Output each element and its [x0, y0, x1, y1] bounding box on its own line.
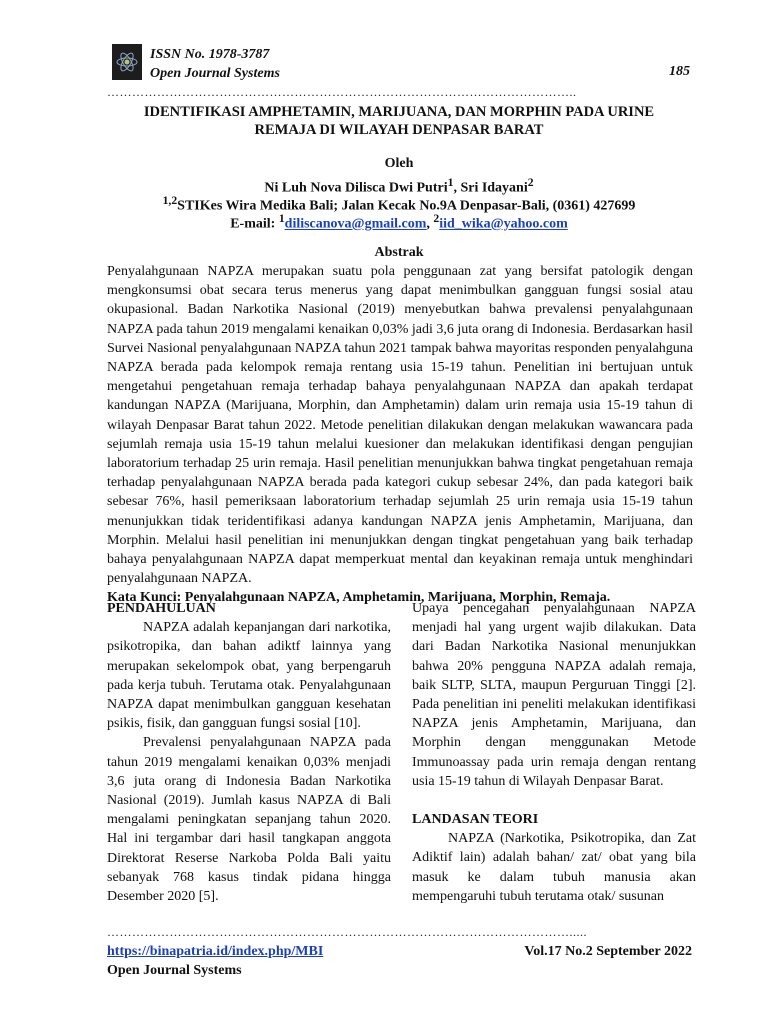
- email-2-sup: 2: [433, 212, 440, 225]
- author-1-sup: 1: [447, 176, 454, 189]
- email-1-sup: 1: [278, 212, 285, 225]
- title-line-1: IDENTIFIKASI AMPHETAMIN, MARIJUANA, DAN MORPHIN PADA URINE: [143, 104, 655, 120]
- author-2-sup: 2: [527, 176, 534, 189]
- title-line-2: REMAJA DI WILAYAH DENPASAR BARAT: [254, 122, 544, 138]
- left-paragraph-1: NAPZA adalah kepanjangan dari narkotika, psikotropika, dan bahan adiktf lainnya yang merupakan sekelompok obat, yang berpengaruh pada kerja tubuh. Terutama otak. Penyalahgunaan NAPZA dapat menimbulkan gangguan kesehatan psikis, fisik, dan gangguan fungsi sosial [10].: [107, 620, 391, 732]
- footer-separator: ………………………………………………………………………………………………….....: [107, 926, 587, 938]
- email-label: E-mail:: [230, 216, 279, 232]
- abstract: [107, 262, 693, 608]
- footer-volume: Vol.17 No.2 September 2022: [524, 944, 692, 959]
- email-separator: ,: [426, 216, 434, 232]
- footer-journal: Open Journal Systems: [107, 963, 242, 978]
- email-line: [107, 209, 691, 234]
- oleh-label: Oleh: [384, 156, 414, 171]
- author-1: Ni Luh Nova Dilisca Dwi Putri: [264, 180, 448, 196]
- right-paragraph-1: Upaya pencegahan penyalahgunaan NAPZA menjadi hal yang urgent wajib dilakukan. Data dari Badan Narkotika Nasional menunjukkan bahwa 20% pengguna NAPZA adalah remaja, baik SLTP, SLTA, maupun Perguruan Tinggi [2]. Pada penelitian ini peneliti melakukan identifikasi NAPZA jenis Amphetamin, Marijuana, dan Morphin dengan menggunakan Metode Immunoassay pada urin remaja dengan rentang usia 15-19 tahun di Wilayah Denpasar Barat.: [412, 601, 696, 789]
- author-separator: ,: [453, 180, 461, 196]
- left-paragraph-2: Prevalensi penyalahgunaan NAPZA pada tahun 2019 mengalami kenaikan 0,03% menjadi 3,6 juta orang di Indonesia Badan Narkotika Nasional (2019). Jumlah kasus NAPZA di Bali mengalami peningkatan sepanjang tahun 2020. Hal ini tergambar dari hasil tangkapan anggota Direktorat Reserse Narkoba Polda Bali yaitu sebanyak 768 kasus tindak pidana hingga Desember 2020 [5].: [107, 735, 391, 905]
- right-column: [412, 599, 696, 906]
- abstract-text: Penyalahgunaan NAPZA merupakan suatu pola penggunaan zat yang bersifat patologik dengan mengkonsumsi obat secara terus menerus yang dapat menimbulkan gangguan fungsi sosial atau okupasional. Badan Narkotika Nasional (2019) menyebutkan bahwa prevalensi penyalahgunaan NAPZA pada tahun 2019 mengalami kenaikan 0,03% jadi 3,6 juta orang di Indonesia. Berdasarkan hasil Survei Nasional penyalahgunaan NAPZA tahun 2021 tampak bahwa mayoritas responden penyalahguna NAPZA berada pada kelompok remaja rentang usia 15-19 tahun. Penelitian ini bertujuan untuk mengetahui pengetahuan remaja terhadap bahaya penyalahgunaan NAPZA dan apakah terdapat kandungan NAPZA (Marijuana, Morphin, dan Amphetamin) dalam urin remaja usia 15-19 tahun di wilayah Denpasar Barat tahun 2022. Metode penelitian dilakukan dengan melakukan wawancara pada sejumlah remaja usia 15-19 tahun melalui kuesioner dan melakukan identifikasi dengan pengujian laboratorium terhadap 25 urin remaja. Hasil penelitian menunjukkan bahwa tingkat pengetahuan remaja terhadap penyalahgunaan NAPZA berada pada kategori cukup sebesar 24%, dan pada kategori baik sebesar 76%, hasil pemeriksaan laboratorium terhadap sejumlah 25 urin remaja usia 15-19 tahun menunjukkan tidak teridentifikasi adanya kandungan NAPZA jenis Amphetamin, Marijuana, dan Morphin. Melalui hasil penelitian ini menunjukkan dengan tingkat pengetahuan yang baik terhadap bahaya penyalahgunaan NAPZA dapat memperkuat mental dan keyakinan remaja untuk menghindari penyalahgunaan NAPZA.: [107, 264, 693, 587]
- header-info: [150, 45, 280, 83]
- issn-number: ISSN No. 1978-3787: [150, 47, 270, 62]
- page-number: 185: [669, 64, 690, 79]
- email-2-link[interactable]: iid_wika@yahoo.com: [439, 216, 568, 232]
- atom-logo-icon: [114, 47, 140, 77]
- header-separator: …………………………………………………………………………………………………..: [107, 86, 577, 98]
- author-2: Sri Idayani: [460, 180, 528, 196]
- footer-url-link[interactable]: https://binapatria.id/index.php/MBI: [107, 944, 324, 959]
- email-1-link[interactable]: diliscanova@gmail.com: [284, 216, 427, 232]
- paper-title: [107, 103, 691, 139]
- right-paragraph-2: NAPZA (Narkotika, Psikotropika, dan Zat Adiktif lain) adalah bahan/ zat/ obat yang bila masuk ke dalam tubuh manusia akan mempengaruhi tubuh terutama otak/ susunan: [412, 831, 696, 904]
- affiliation-sup: 1,2: [162, 194, 178, 207]
- section-heading-landasan-teori: LANDASAN TEORI: [412, 812, 539, 828]
- journal-name: Open Journal Systems: [150, 66, 280, 81]
- affiliation-text: STIKes Wira Medika Bali; Jalan Kecak No.9A Denpasar-Bali, (0361) 427699: [177, 198, 636, 214]
- left-column: [107, 599, 391, 906]
- abstract-heading: Abstrak: [374, 245, 424, 260]
- journal-logo: [112, 44, 142, 80]
- section-heading-pendahuluan: PENDAHULUAN: [107, 601, 216, 616]
- keywords: Kata Kunci: Penyalahgunaan NAPZA, Amphetamin, Marijuana, Morphin, Remaja.: [107, 590, 611, 606]
